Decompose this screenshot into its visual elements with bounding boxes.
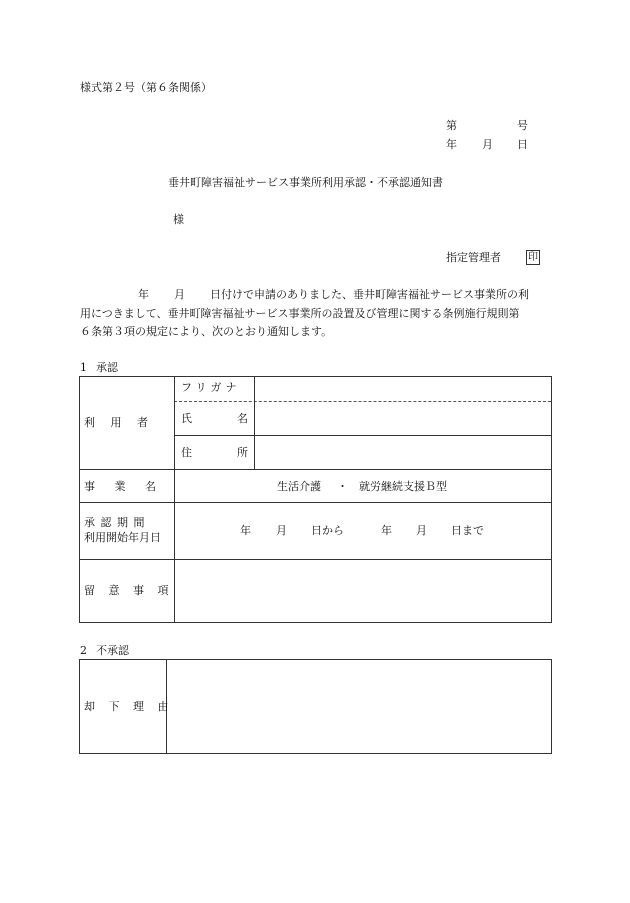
- document-title: 垂井町障害福祉サービス事業所利用承認・不承認通知書: [168, 176, 443, 189]
- service-label: 事 業 名: [84, 480, 164, 493]
- address-label-2: 所: [237, 446, 248, 459]
- period-from-day: 日から: [311, 524, 344, 537]
- notes-label: 留 意 事 項: [84, 584, 174, 597]
- period-from-year: 年: [240, 524, 251, 537]
- name-label-2: 名: [237, 412, 248, 425]
- furigana-label: フリガナ: [181, 381, 241, 394]
- period-from-month: 月: [276, 524, 287, 537]
- reason-label: 却 下 理 由: [84, 700, 174, 713]
- doc-number-suffix: 号: [517, 119, 528, 132]
- date-month: 月: [482, 138, 493, 151]
- name-label-1: 氏: [181, 412, 192, 425]
- period-to-month: 月: [416, 524, 427, 537]
- service-separator: ・: [337, 480, 348, 493]
- service-value-2: 就労継続支援Ｂ型: [359, 480, 447, 493]
- user-label: 利 用 者: [84, 416, 154, 429]
- address-label-1: 住: [181, 446, 192, 459]
- section2-number: 2: [80, 644, 87, 657]
- period-to-year: 年: [381, 524, 392, 537]
- period-label-2: 利用開始年月日: [84, 531, 161, 544]
- service-value-1: 生活介護: [277, 480, 321, 493]
- body-line-2: 用につきまして、垂井町障害福祉サービス事業所の設置及び管理に関する条例施行規則第: [80, 307, 520, 320]
- body-year: 年: [138, 288, 149, 301]
- issuer-label: 指定管理者: [446, 251, 501, 264]
- body-line-3: ６条第３項の規定により、次のとおり通知します。: [80, 325, 333, 338]
- section1-heading: 承認: [96, 361, 118, 374]
- doc-number-prefix: 第: [446, 119, 457, 132]
- form-number: 様式第２号（第６条関係）: [80, 81, 212, 94]
- section2-heading: 不承認: [96, 644, 129, 657]
- section1-number: 1: [80, 361, 87, 374]
- seal-mark: 印: [528, 252, 538, 263]
- period-to-day: 日まで: [451, 524, 484, 537]
- body-line-1: 日付けで申請のありました、垂井町障害福祉サービス事業所の利: [210, 288, 529, 301]
- date-year: 年: [446, 138, 457, 151]
- addressee-suffix: 様: [173, 213, 184, 226]
- date-day: 日: [517, 138, 528, 151]
- body-month: 月: [174, 288, 185, 301]
- period-label-1: 承 認 期 間: [84, 516, 146, 529]
